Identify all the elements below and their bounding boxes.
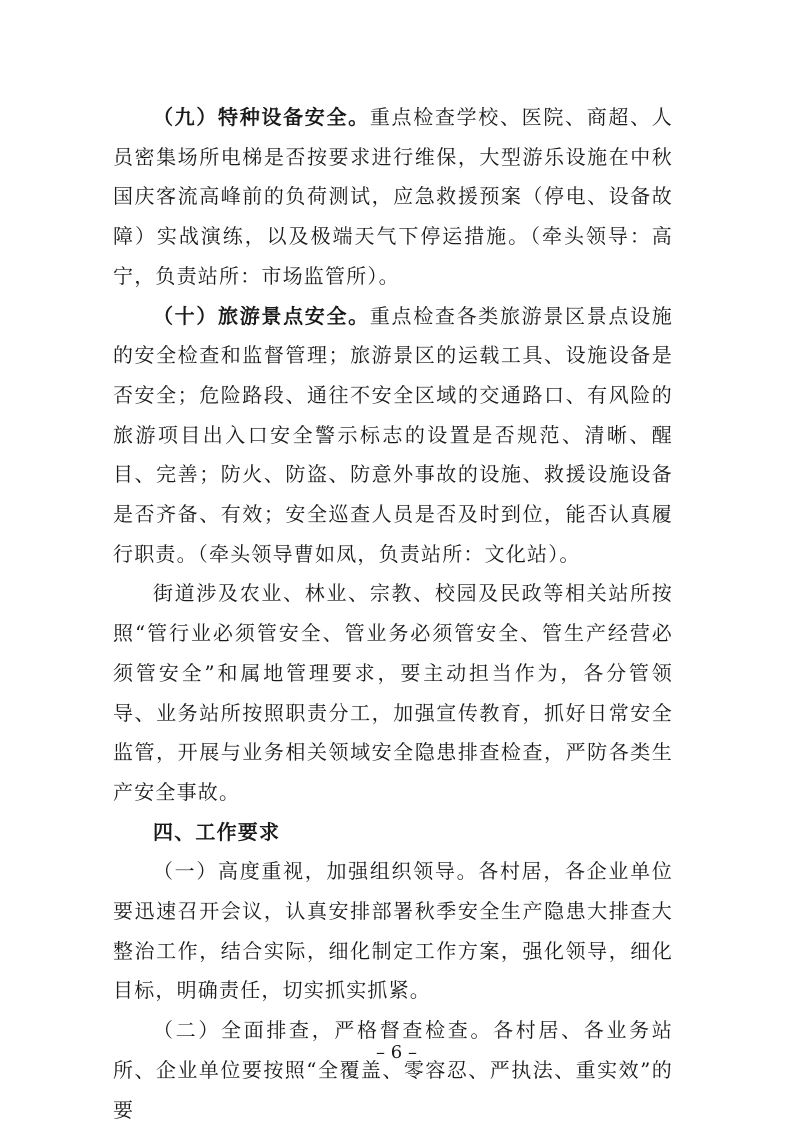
- section-10-paragraph: [113, 297, 673, 575]
- requirement-1-lead: （一）高度重视，加强组织领导。: [153, 859, 479, 884]
- requirement-1-paragraph: [113, 852, 673, 1011]
- requirement-1-body: 各村居，各企业单位要迅速召开会议，认真安排部署秋季安全生产隐患大排查大整治工作，结合实际，细化制定工作方案，强化领导，细化目标，明确责任，切实抓实抓紧。: [113, 859, 673, 1003]
- requirement-2-body: 各村居、各业务站所、企业单位要按照“全覆盖、零容忍、严执法、重实效”的要: [113, 1018, 673, 1122]
- section-10-lead: （十）旅游景点安全。: [153, 303, 370, 328]
- section-9-lead: （九）特种设备安全。: [153, 105, 370, 129]
- general-paragraph: 街道涉及农业、林业、宗教、校园及民政等相关站所按照“管行业必须管安全、管业务必须管安全、管生产经营必须管安全”和属地管理要求，要主动担当作为，各分管领导、业务站所按照职责分工，加强宣传教育，抓好日常安全监管，开展与业务相关领域安全隐患排查检查，严防各类生产安全事故。: [113, 581, 673, 804]
- document-body: [113, 98, 673, 1130]
- section-10-body: 重点检查各类旅游景区景点设施的安全检查和监督管理；旅游景区的运载工具、设施设备是否安全；危险路段、通往不安全区域的交通路口、有风险的旅游项目出入口安全警示标志的设置是否规范、清晰、醒目、完善；防火、防盗、防意外事故的设施、救援设施设备是否齐备、有效；安全巡查人员是否及时到位，能否认真履行职责。（牵头领导曹如凤，负责站所：文化站）。: [113, 303, 673, 566]
- page-number: – 6 –: [376, 1042, 417, 1063]
- section-9-body: 重点检查学校、医院、商超、人员密集场所电梯是否按要求进行维保，大型游乐设施在中秋国庆客流高峰前的负荷测试，应急救援预案（停电、设备故障）实战演练，以及极端天气下停运措施。（牵头领导：高宁，负责站所：市场监管所）。: [113, 105, 673, 288]
- requirement-2-paragraph: [113, 1011, 673, 1130]
- section-4-heading: 四、工作要求: [153, 819, 281, 844]
- requirement-2-lead: （二）全面排查，严格督查检查。: [153, 1018, 494, 1043]
- section-9-paragraph: [113, 98, 673, 297]
